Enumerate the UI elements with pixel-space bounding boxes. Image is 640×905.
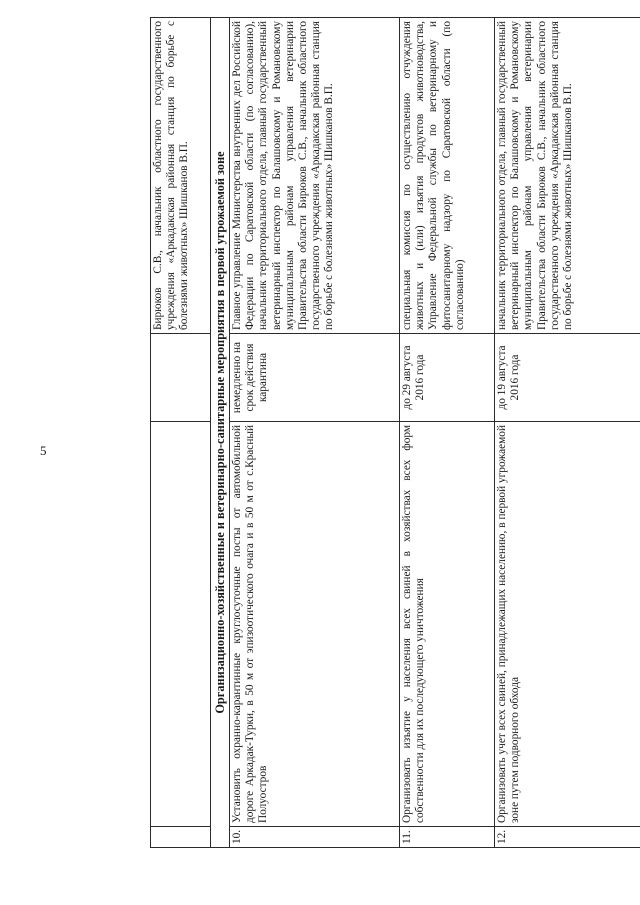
row-responsible: специальная комиссия по осуществлению отчуждения животных и (или) изъятия продуктов животноводства, Управление Федеральной службы по ветеринарному и фитосанитарному надзору по Саратовской области (по согласованию) <box>400 18 495 334</box>
row-measure: Установить охранно-карантинные круглосуточные посты от автомобильной дороге Аркадак-Турки, в 50 м от эпизоотического очага и в 50 м от с.Красный Полуостров <box>230 422 400 827</box>
table-row <box>400 18 495 848</box>
row-deadline: до 29 августа 2016 года <box>400 334 495 422</box>
row-deadline: до 19 августа 2016 года <box>495 334 640 422</box>
cell-responsible: Бирюков С.В., начальник областного государственного учреждения «Аркадакская районная станция по борьбе с болезнями животных» Шишканов В.П. <box>151 18 211 334</box>
table-row-continuation <box>151 18 211 848</box>
section-title: Организационно-хозяйственные и ветеринарно-санитарные мероприятия в первой угрожаемой зоне <box>211 18 230 848</box>
cell-num <box>151 827 211 848</box>
table-row <box>230 18 400 848</box>
table-row <box>495 18 640 848</box>
row-measure: Организовать учет всех свиней, принадлежащих населению, в первой угрожаемой зоне путем подворного обхода <box>495 422 640 827</box>
row-number: 12. <box>495 827 640 848</box>
section-header-row <box>211 18 230 848</box>
measures-table <box>150 17 640 848</box>
row-deadline: немедленно на срок действия карантина <box>230 334 400 422</box>
page-number: 5 <box>40 443 47 458</box>
cell-measure <box>151 422 211 827</box>
row-number: 11. <box>400 827 495 848</box>
cell-deadline <box>151 334 211 422</box>
row-responsible: Главное управление Министерства внутренних дел Российской Федерации по Саратовской области (по согласованию), начальник территориального отдела, главный государственный ветеринарный инспектор по Балашовскому и Романовскому муниципальным районам управления ветеринарии Правительства области Бирюков С.В., начальник областного государственного учреждения «Аркадакская районная станция по борьбе с болезнями животных» Шишканов В.П. <box>230 18 400 334</box>
row-responsible: начальник территориального отдела, главный государственный ветеринарный инспектор по Балашовскому и Романовскому муниципальным районам управления ветеринарии Правительства области Бирюков С.В., начальник областного государственного учреждения «Аркадакская районная станция по борьбе с болезнями животных» Шишканов В.П. <box>495 18 640 334</box>
row-number: 10. <box>230 827 400 848</box>
row-measure: Организовать изъятие у населения всех свиней в хозяйствах всех форм собственности для их последующего уничтожения <box>400 422 495 827</box>
rotated-table-container <box>150 18 640 848</box>
